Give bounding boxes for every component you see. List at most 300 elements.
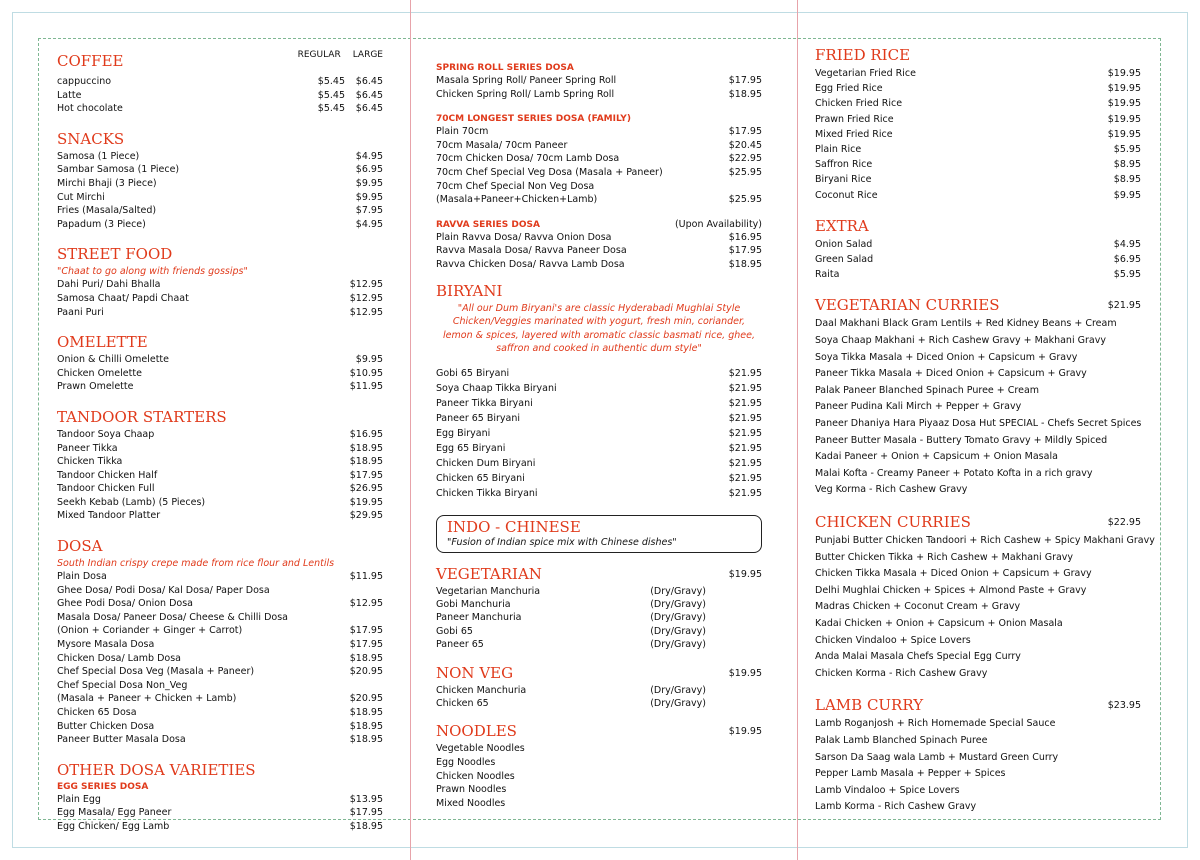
indo-chinese-box: [436, 515, 762, 553]
section-title: DOSA: [57, 537, 103, 556]
item-name: Paneer Manchuria: [436, 612, 522, 624]
item-name: Paneer Pudina Kali Mirch + Pepper + Gravy: [815, 401, 1022, 413]
item-price: $20.45: [728, 139, 762, 151]
item-name: Veg Korma - Rich Cashew Gravy: [815, 484, 968, 496]
item-name: Kadai Chicken + Onion + Capsicum + Onion Masala: [815, 617, 1063, 629]
menu-item: [436, 441, 762, 456]
item-price: $18.95: [349, 707, 383, 718]
item-name: Chicken Noodles: [436, 770, 515, 782]
item-name: Green Salad: [815, 254, 874, 266]
menu-item: [436, 797, 762, 811]
section-other-dosa: [57, 761, 383, 834]
section-price: $19.95: [728, 726, 762, 738]
item-style: (Dry/Gravy): [650, 612, 706, 624]
section-non-veg: [436, 664, 762, 711]
item-name: Tandoor Soya Chaap: [57, 428, 155, 440]
menu-item: [815, 616, 1141, 633]
item-name: Coconut Rice: [815, 189, 878, 201]
item-name: Chicken Manchuria: [436, 684, 527, 696]
item-name: Masala Spring Roll/ Paneer Spring Roll: [436, 75, 617, 86]
menu-item: [436, 783, 762, 797]
item-name: Fries (Masala/Salted): [57, 205, 157, 217]
menu-item: [57, 177, 383, 191]
item-name: Paneer Butter Masala Dosa: [57, 734, 186, 746]
item-price: $20.95: [349, 693, 383, 705]
section-title: OTHER DOSA VARIETIES: [57, 760, 256, 779]
item-price: $4.95: [355, 218, 383, 230]
item-price: $12.95: [349, 279, 383, 291]
menu-item: [57, 733, 383, 747]
menu-item: [436, 193, 762, 207]
item-name: Chicken 65 Dosa: [57, 707, 137, 718]
item-name: Paani Puri: [57, 306, 104, 318]
item-name: Chef Special Dosa Veg (Masala + Paneer): [57, 666, 255, 678]
item-name: Pepper Lamb Masala + Pepper + Spices: [815, 768, 1006, 780]
item-name: Butter Chicken Tikka + Rich Cashew + Makhani Gravy: [815, 551, 1074, 563]
item-name: Seekh Kebab (Lamb) (5 Pieces): [57, 496, 206, 508]
menu-item: [815, 550, 1141, 567]
item-name: Sarson Da Saag wala Lamb + Mustard Green Curry: [815, 751, 1059, 763]
menu-item: [436, 486, 762, 501]
menu-item: [815, 157, 1141, 172]
item-name: Lamb Korma - Rich Cashew Gravy: [815, 801, 977, 813]
item-name: Chicken Tikka Biryani: [436, 487, 538, 499]
section-title: FRIED RICE: [815, 46, 911, 64]
menu-item: [57, 570, 383, 584]
item-name: Paneer 65 Biryani: [436, 412, 521, 424]
menu-item: [815, 766, 1141, 783]
menu-item: [436, 411, 762, 426]
menu-item: [436, 244, 762, 258]
menu-item: [57, 665, 383, 679]
item-name: Malai Kofta - Creamy Paneer + Potato Kofta in a rich gravy: [815, 467, 1093, 479]
item-name: Mixed Fried Rice: [815, 128, 893, 140]
menu-item: [436, 471, 762, 486]
item-name: Vegetable Noodles: [436, 743, 525, 755]
item-name: Paneer Dhaniya Hara Piyaaz Dosa Hut SPECIAL - Chefs Secret Spices: [815, 418, 1142, 429]
item-name: Chicken Korma - Rich Cashew Gravy: [815, 667, 988, 679]
section-fried-rice: [815, 46, 1141, 203]
menu-item: [57, 611, 383, 625]
section-price: $21.95: [1107, 300, 1141, 312]
menu-item: [436, 139, 762, 153]
menu-item: [815, 112, 1141, 127]
item-price: $17.95: [349, 625, 383, 637]
item-price: $18.95: [349, 820, 383, 832]
menu-item: [436, 742, 762, 756]
menu-item: [436, 426, 762, 441]
menu-item: [57, 102, 383, 116]
item-name: Egg Chicken/ Egg Lamb: [57, 820, 170, 832]
item-price: $21.95: [728, 487, 762, 499]
menu-item: [57, 163, 383, 177]
menu-item: [57, 469, 383, 483]
item-price: $12.95: [349, 292, 383, 304]
item-price: $17.95: [728, 126, 762, 138]
item-price-regular: $5.45: [317, 103, 345, 115]
item-name: Paneer 65: [436, 639, 484, 651]
section-chicken-curries: [815, 512, 1155, 682]
item-name: Anda Malai Masala Chefs Special Egg Curry: [815, 651, 1021, 663]
menu-item: [436, 456, 762, 471]
item-name: Gobi 65 Biryani: [436, 367, 510, 379]
item-price: $5.95: [1113, 269, 1141, 281]
menu-item: [436, 258, 762, 272]
item-price: $21.95: [728, 397, 762, 409]
item-name: Butter Chicken Dosa: [57, 720, 155, 732]
section-price: $23.95: [1107, 700, 1141, 712]
item-name: Ghee Dosa/ Podi Dosa/ Kal Dosa/ Paper Dosa: [57, 584, 270, 596]
sub-heading: 70CM LONGEST SERIES DOSA (FAMILY): [436, 114, 631, 125]
menu-item: [815, 566, 1141, 583]
item-name: 70cm Chef Special Non Veg Dosa: [436, 180, 595, 192]
sub-heading: RAVVA SERIES DOSA: [436, 219, 540, 230]
menu-column-left: [57, 46, 383, 843]
item-price: $11.95: [349, 381, 383, 393]
menu-item: [815, 172, 1141, 187]
item-name: Sambar Samosa (1 Piece): [57, 164, 180, 176]
item-name: Egg 65 Biryani: [436, 442, 506, 454]
menu-item: [815, 599, 1141, 616]
menu-item: [57, 720, 383, 734]
menu-item: [57, 428, 383, 442]
section-price: $19.95: [728, 667, 762, 679]
section-tandoor-starters: [57, 408, 383, 523]
item-style: (Dry/Gravy): [650, 684, 706, 696]
menu-item: [57, 706, 383, 720]
section-title: NON VEG: [436, 663, 514, 682]
section-price: $19.95: [728, 568, 762, 580]
section-omelette: [57, 333, 383, 394]
menu-item: [815, 188, 1141, 203]
section-coffee: [57, 46, 383, 116]
item-price: $21.95: [728, 457, 762, 469]
menu-item: [436, 625, 762, 638]
menu-item: [815, 633, 1141, 650]
menu-item: [815, 533, 1155, 550]
item-name: Ravva Masala Dosa/ Ravva Paneer Dosa: [436, 245, 627, 257]
item-price: $10.95: [349, 367, 383, 379]
item-price: $17.95: [728, 75, 762, 86]
menu-item: [815, 127, 1141, 142]
item-name: Onion & Chilli Omelette: [57, 354, 170, 366]
item-price-regular: $5.45: [317, 76, 345, 87]
menu-item: [815, 399, 1141, 416]
section-title: CHICKEN CURRIES: [815, 512, 971, 531]
menu-item: [815, 237, 1141, 252]
section-ravva-dosa: [436, 219, 762, 272]
menu-item: [436, 366, 762, 381]
item-name: Ghee Podi Dosa/ Onion Dosa: [57, 598, 193, 610]
section-vegetarian: [436, 565, 762, 652]
section-title: SNACKS: [57, 129, 125, 148]
menu-column-right: [815, 46, 1155, 825]
section-title: VEGETARIAN CURRIES: [815, 296, 1000, 315]
menu-item: [436, 166, 762, 180]
item-price: $17.95: [349, 469, 383, 481]
item-name: Prawn Fried Rice: [815, 113, 894, 125]
item-name: Mixed Noodles: [436, 797, 506, 809]
item-price: $19.95: [1107, 68, 1141, 79]
item-name: Palak Lamb Blanched Spinach Puree: [815, 734, 988, 746]
item-name: Delhi Mughlai Chicken + Spices + Almond Paste + Gravy: [815, 584, 1087, 596]
item-price: $13.95: [349, 793, 383, 805]
menu-item: [57, 806, 383, 820]
item-price: $17.95: [349, 639, 383, 651]
item-name: Mysore Masala Dosa: [57, 639, 155, 651]
item-price: $8.95: [1113, 159, 1141, 171]
menu-item: [436, 684, 762, 697]
item-name: Paneer Tikka Masala + Diced Onion + Capsicum + Gravy: [815, 368, 1087, 380]
menu-item: [436, 180, 762, 194]
item-name: Tandoor Chicken Half: [57, 469, 158, 481]
menu-item: [815, 333, 1141, 350]
item-name: Chicken Dum Biryani: [436, 457, 536, 469]
menu-item: [57, 482, 383, 496]
menu-item: [815, 66, 1141, 81]
item-name: Chicken 65: [436, 697, 489, 709]
menu-item: [57, 367, 383, 381]
menu-item: [815, 96, 1141, 111]
item-price: $18.95: [728, 258, 762, 270]
item-style: (Dry/Gravy): [650, 585, 706, 597]
item-price: $18.95: [349, 456, 383, 468]
item-price: $20.95: [349, 666, 383, 678]
item-style: (Dry/Gravy): [650, 697, 706, 709]
menu-item: [815, 252, 1141, 267]
item-price: $21.95: [728, 382, 762, 394]
sub-heading: SPRING ROLL SERIES DOSA: [436, 63, 574, 73]
item-name: Samosa Chaat/ Papdi Chaat: [57, 292, 189, 304]
item-name: Hot chocolate: [57, 103, 123, 115]
item-name: Egg Masala/ Egg Paneer: [57, 807, 172, 819]
menu-item: [815, 416, 1141, 433]
menu-item: [57, 692, 383, 706]
item-price-large: $6.45: [355, 76, 383, 87]
menu-item: [57, 509, 383, 523]
menu-item: [57, 191, 383, 205]
section-lamb-curry: [815, 696, 1141, 816]
section-vegetarian-curries: [815, 296, 1141, 499]
item-name: Vegetarian Manchuria: [436, 585, 541, 597]
menu-item: [57, 89, 383, 103]
item-price: $5.95: [1113, 144, 1141, 156]
item-price: $9.95: [355, 354, 383, 366]
item-name: Tandoor Chicken Full: [57, 483, 155, 495]
menu-item: [57, 820, 383, 834]
item-price: $7.95: [355, 205, 383, 217]
menu-item: [436, 152, 762, 166]
column-header-large: LARGE: [352, 50, 383, 60]
item-price: $25.95: [728, 166, 762, 178]
item-name: Chicken Tikka Masala + Diced Onion + Capsicum + Gravy: [815, 568, 1092, 580]
item-name: cappuccino: [57, 76, 112, 87]
item-name: Kadai Paneer + Onion + Capsicum + Onion Masala: [815, 451, 1058, 463]
item-name: Chicken Omelette: [57, 367, 142, 379]
menu-item: [57, 204, 383, 218]
item-price: $9.95: [355, 177, 383, 189]
menu-item: [57, 793, 383, 807]
section-extra: [815, 217, 1141, 283]
item-name: Latte: [57, 89, 82, 101]
menu-item: [436, 231, 762, 245]
item-name: 70cm Masala/ 70cm Paneer: [436, 139, 568, 151]
menu-item: [815, 267, 1141, 282]
item-price: $18.95: [728, 88, 762, 100]
menu-item: [815, 666, 1141, 683]
item-name: Paneer Tikka Biryani: [436, 397, 533, 409]
menu-item: [436, 585, 762, 598]
menu-item: [436, 125, 762, 139]
section-noodles: [436, 722, 762, 810]
item-style: (Dry/Gravy): [650, 639, 706, 651]
item-name: Mixed Tandoor Platter: [57, 510, 161, 522]
item-name: Chicken 65 Biryani: [436, 472, 525, 484]
section-title: OMELETTE: [57, 333, 148, 352]
item-name: Soya Chaap Tikka Biryani: [436, 382, 557, 394]
menu-item: [815, 783, 1141, 800]
item-name: Chicken Spring Roll/ Lamb Spring Roll: [436, 88, 615, 100]
menu-item: [57, 278, 383, 292]
item-name: Raita: [815, 269, 840, 281]
section-title: STREET FOOD: [57, 245, 173, 264]
menu-item: [436, 396, 762, 411]
item-price-regular: $5.45: [317, 89, 345, 101]
item-price: $17.95: [349, 807, 383, 819]
item-name: Masala Dosa/ Paneer Dosa/ Cheese & Chilli Dosa: [57, 611, 288, 623]
item-price: $21.95: [728, 412, 762, 424]
menu-item: [815, 316, 1141, 333]
item-price: $17.95: [728, 245, 762, 257]
item-name: Mirchi Bhaji (3 Piece): [57, 177, 157, 189]
item-name: Egg Biryani: [436, 427, 491, 439]
item-price: $19.95: [1107, 113, 1141, 125]
item-name: Punjabi Butter Chicken Tandoori + Rich Cashew + Spicy Makhani Gravy: [815, 534, 1155, 546]
menu-column-middle: [436, 62, 762, 819]
item-price: $4.95: [355, 150, 383, 162]
column-header-regular: REGULAR: [297, 50, 341, 60]
menu-item: [57, 679, 383, 693]
menu-item: [57, 353, 383, 367]
item-name: Egg Fried Rice: [815, 83, 883, 95]
item-name: Paneer Butter Masala - Buttery Tomato Gravy + Mildly Spiced: [815, 434, 1108, 446]
menu-item: [815, 350, 1141, 367]
item-name: Palak Paneer Blanched Spinach Puree + Cream: [815, 384, 1040, 396]
section-dosa: [57, 537, 383, 747]
item-name: Prawn Omelette: [57, 381, 134, 393]
section-tagline: "Fusion of Indian spice mix with Chinese dishes": [447, 536, 677, 548]
menu-item: [436, 756, 762, 770]
item-price: $19.95: [1107, 128, 1141, 140]
item-name: Paneer Tikka: [57, 442, 118, 454]
item-name: (Masala + Paneer + Chicken + Lamb): [57, 693, 237, 705]
section-title: EXTRA: [815, 216, 869, 235]
menu-item: [57, 218, 383, 232]
item-price: $19.95: [1107, 83, 1141, 95]
section-tagline: South Indian crispy crepe made from rice flour and Lentils: [57, 558, 335, 570]
section-title: VEGETARIAN: [436, 564, 542, 583]
item-name: Gobi Manchuria: [436, 598, 511, 610]
menu-item: [815, 649, 1141, 666]
section-tagline: "Chaat to go along with friends gossips": [57, 266, 248, 278]
item-name: Madras Chicken + Coconut Cream + Gravy: [815, 601, 1021, 613]
section-title: LAMB CURRY: [815, 696, 924, 715]
menu-item: [436, 598, 762, 611]
menu-item: [57, 652, 383, 666]
section-price: $22.95: [1107, 516, 1141, 528]
item-name: Chicken Fried Rice: [815, 98, 903, 110]
item-name: Lamb Vindaloo + Spice Lovers: [815, 784, 960, 796]
menu-item: [57, 150, 383, 164]
item-price-large: $6.45: [355, 89, 383, 101]
section-tagline: "All our Dum Biryani's are classic Hyderabadi Mughlai Style Chicken/Veggies marinated with yogurt, fresh min, coriander, lemon & spices, layered with aromatic classic basmati rice, ghee, saffron and cooked in authentic dum style": [443, 302, 755, 355]
item-price: $18.95: [349, 442, 383, 454]
item-price: $25.95: [728, 194, 762, 206]
item-name: Lamb Roganjosh + Rich Homemade Special Sauce: [815, 718, 1056, 730]
menu-item: [57, 496, 383, 510]
menu-item: [57, 75, 383, 89]
menu-item: [815, 383, 1141, 400]
section-street-food: [57, 245, 383, 319]
item-name: (Masala+Paneer+Chicken+Lamb): [436, 194, 598, 206]
menu-item: [815, 466, 1141, 483]
item-price: $11.95: [349, 571, 383, 583]
item-price: $8.95: [1113, 174, 1141, 186]
menu-item: [436, 638, 762, 651]
item-name: Plain Egg: [57, 793, 101, 805]
menu-item: [436, 74, 762, 88]
item-price: $16.95: [728, 231, 762, 243]
item-price: $21.95: [728, 427, 762, 439]
item-price: $21.95: [728, 367, 762, 379]
menu-item: [815, 733, 1141, 750]
section-title: BIRYANI: [436, 281, 503, 300]
item-name: Papadum (3 Piece): [57, 218, 146, 230]
item-price-large: $6.45: [355, 103, 383, 115]
item-name: Samosa (1 Piece): [57, 150, 140, 162]
item-name: Ravva Chicken Dosa/ Ravva Lamb Dosa: [436, 258, 625, 270]
section-biryani: [436, 282, 762, 501]
item-price: $9.95: [1113, 189, 1141, 201]
menu-item: [815, 750, 1141, 767]
item-style: (Dry/Gravy): [650, 625, 706, 637]
item-style: (Dry/Gravy): [650, 598, 706, 610]
menu-item: [436, 770, 762, 784]
sub-heading: EGG SERIES DOSA: [57, 781, 149, 792]
menu-item: [57, 380, 383, 394]
fold-line-left: [410, 0, 411, 860]
item-name: Onion Salad: [815, 238, 873, 250]
item-name: Chicken Dosa/ Lamb Dosa: [57, 652, 182, 664]
menu-item: [436, 611, 762, 624]
item-name: (Onion + Coriander + Ginger + Carrot): [57, 625, 243, 637]
menu-item: [57, 442, 383, 456]
item-name: Soya Chaap Makhani + Rich Cashew Gravy + Makhani Gravy: [815, 335, 1106, 347]
menu-item: [815, 583, 1141, 600]
item-price: $19.95: [349, 496, 383, 508]
item-name: Plain Rice: [815, 144, 862, 156]
item-price: $18.95: [349, 734, 383, 746]
menu-item: [815, 716, 1141, 733]
menu-item: [57, 306, 383, 320]
item-price: $29.95: [349, 510, 383, 522]
menu-item: [57, 624, 383, 638]
menu-item: [815, 366, 1141, 383]
item-price: $6.95: [355, 164, 383, 176]
item-price: $12.95: [349, 306, 383, 318]
menu-item: [815, 433, 1141, 450]
item-price: $12.95: [349, 598, 383, 610]
